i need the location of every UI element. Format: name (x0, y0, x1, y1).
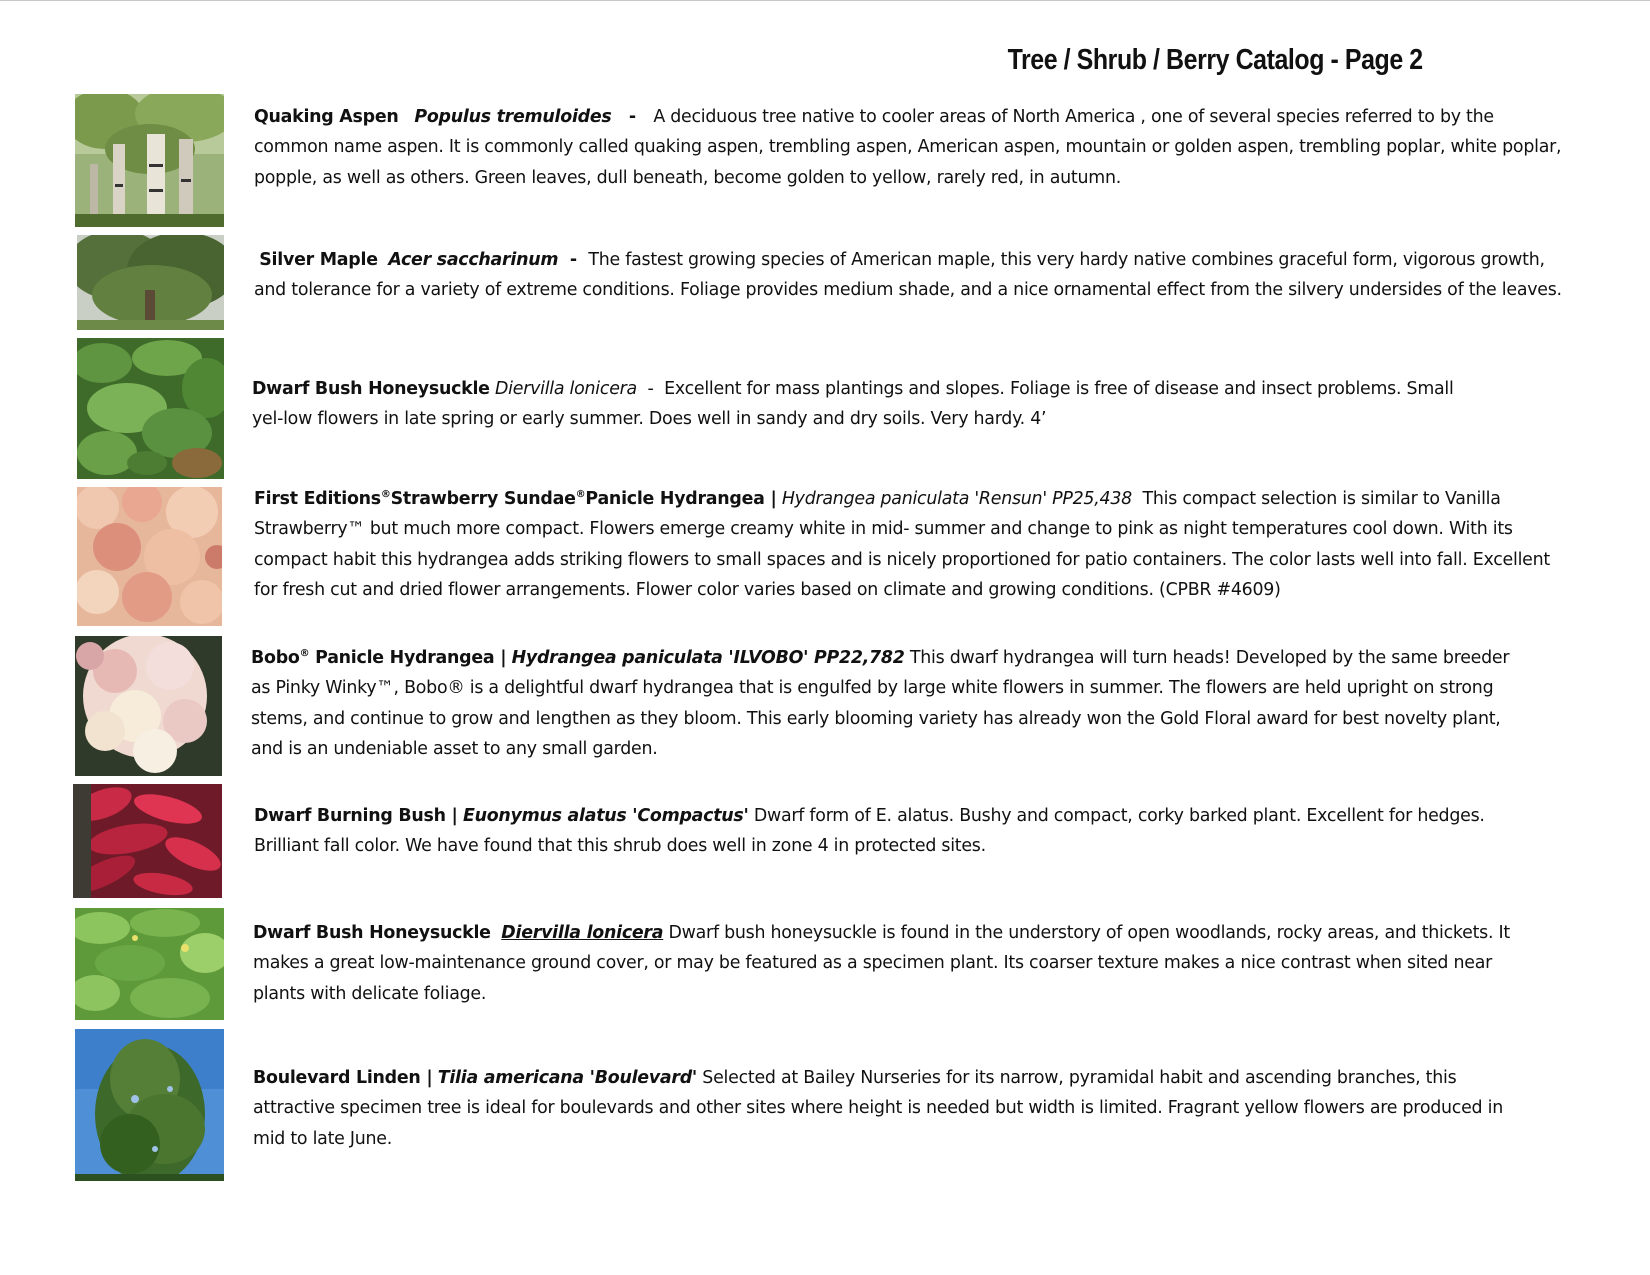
name-part: Strawberry Sundae (390, 489, 576, 509)
top-border (0, 0, 1650, 1)
entry-text (251, 643, 1511, 765)
scientific-name: Euonymus alatus 'Compactus' (462, 806, 749, 826)
scientific-name: Hydrangea paniculata 'ILVOBO' PP22,782 (511, 648, 905, 668)
entry-text (252, 374, 1462, 435)
silver-maple-photo (77, 235, 224, 330)
common-name: Silver Maple (259, 250, 378, 270)
common-name (254, 489, 777, 509)
common-name: Dwarf Burning Bush | (254, 806, 458, 826)
entry-text (253, 918, 1513, 1009)
description: Dwarf form of E. alatus. Bushy and compact, corky barked plant. Excellent for hedges. Brilliant fall color. We have found that this shrub does well in zone 4 in protected sites. (254, 806, 1485, 857)
dash: - (558, 250, 589, 270)
entry-text (254, 102, 1564, 193)
spacer (399, 107, 415, 127)
description: A deciduous tree native to cooler areas of North America , one of several species referred to by the common name aspen. It is commonly called quaking aspen, trembling aspen, American aspen, mountain or golden aspen, trembling poplar, white poplar, popple, as well as others. Green leaves, dull beneath, become golden to yellow, rarely red, in autumn. (254, 107, 1562, 188)
spacer (378, 250, 389, 270)
description: Selected at Bailey Nurseries for its narrow, pyramidal habit and ascending branches, this attractive specimen tree is ideal for boulevards and other sites where height is needed but width is limited. Fragrant yellow flowers are produced in mid to late June. (253, 1068, 1503, 1149)
scientific-name: Populus tremuloides (414, 107, 612, 127)
dwarf-bush-honeysuckle-photo-2 (75, 908, 224, 1020)
scientific-name: Acer saccharinum (388, 250, 559, 270)
scientific-name: Diervilla lonicera (495, 379, 637, 399)
scientific-name: Hydrangea paniculata 'Rensun' PP25,438 (781, 489, 1132, 509)
description: Excellent for mass plantings and slopes. Foliage is free of disease and insect problems. Small yel-low flowers in late spring or early summer. Does well in sandy and dry soils. Very hardy. 4’ (252, 379, 1454, 430)
dwarf-burning-bush-photo (73, 784, 222, 898)
page-title: Tree / Shrub / Berry Catalog - Page 2 (1007, 44, 1423, 76)
registered-mark: ® (380, 489, 391, 501)
entry-text (254, 801, 1514, 862)
dash: - (611, 107, 654, 127)
description: Dwarf bush honeysuckle is found in the understory of open woodlands, rocky areas, and thickets. It makes a great low-maintenance ground cover, or may be featured as a specimen plant. Its coarser texture makes a nice contrast when sited near plants with delicate foliage. (253, 923, 1510, 1004)
registered-mark: ® (575, 489, 586, 501)
quaking-aspen-photo (75, 94, 224, 227)
registered-mark: ® (299, 648, 310, 660)
name-part: Bobo (251, 648, 300, 668)
description: The fastest growing species of American maple, this very hardy native combines graceful form, vigorous growth, and tolerance for a variety of extreme conditions. Foliage provides medium shade, and a nice ornamental effect from the silvery undersides of the leaves. (254, 250, 1562, 301)
common-name: Quaking Aspen (254, 107, 399, 127)
dash: - (636, 379, 665, 399)
bobo-hydrangea-photo (75, 636, 222, 776)
common-name: Boulevard Linden | (253, 1068, 433, 1088)
strawberry-sundae-hydrangea-photo (77, 487, 222, 626)
dwarf-bush-honeysuckle-photo (77, 338, 224, 479)
description: This compact selection is similar to Vanilla Strawberry™ but much more compact. Flowers emerge creamy white in mid- summer and change to pink as night temperatures cool down. With its compact habit this hydrangea adds striking flowers to small spaces and is nicely proportioned for patio containers. The color lasts well into fall. Excellent for fresh cut and dried flower arrangements. Flower color varies based on climate and growing conditions. (CPBR #4609) (254, 489, 1550, 601)
name-part: Panicle Hydrangea | (585, 489, 777, 509)
entry-text (254, 484, 1569, 606)
common-name (251, 648, 506, 668)
common-name: Dwarf Bush Honeysuckle (253, 923, 491, 943)
common-name: Dwarf Bush Honeysuckle (252, 379, 490, 399)
name-part: First Editions (254, 489, 381, 509)
entry-text (253, 1063, 1513, 1154)
scientific-name: Tilia americana 'Boulevard' (437, 1068, 698, 1088)
scientific-name: Diervilla lonicera (501, 923, 664, 943)
boulevard-linden-photo (75, 1029, 224, 1181)
name-part: Panicle Hydrangea | (309, 648, 507, 668)
description: This dwarf hydrangea will turn heads! Developed by the same breeder as Pinky Winky™, Bobo® is a delightful dwarf hydrangea that is engulfed by large white flowers in summer. The flowers are held upright on strong stems, and continue to grow and lengthen as they bloom. This early blooming variety has already won the Gold Floral award for best novelty plant, and is an undeniable asset to any small garden. (251, 648, 1510, 760)
entry-text (254, 245, 1564, 306)
